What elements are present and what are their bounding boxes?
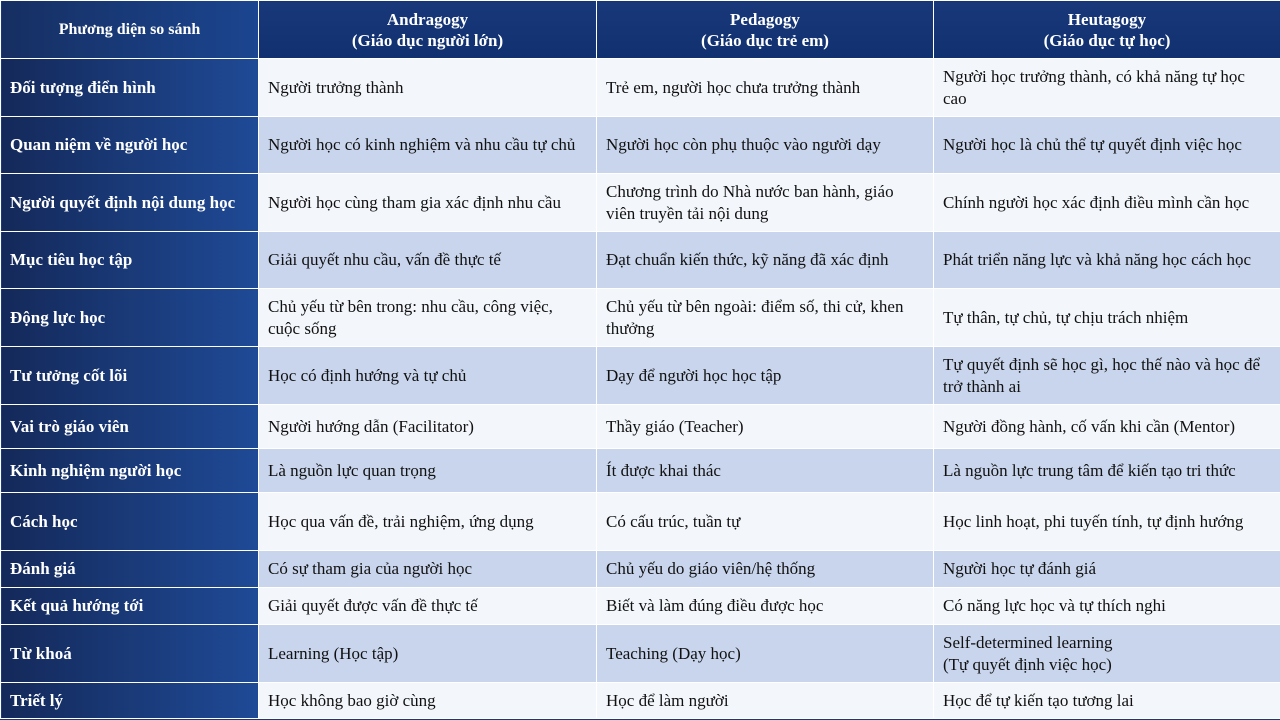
header-heutagogy-title: Heutagogy (1067, 9, 1147, 29)
header-aspect: Phương diện so sánh (1, 1, 259, 59)
andragogy-cell: Học không bao giờ cùng (259, 683, 597, 719)
pedagogy-cell: Học để làm người (597, 683, 934, 719)
row-aspect: Cách học (1, 493, 259, 551)
pedagogy-cell: Teaching (Dạy học) (597, 625, 934, 683)
andragogy-cell: Có sự tham gia của người học (259, 551, 597, 588)
heutagogy-keyword-translation: (Tự quyết định việc học) (943, 654, 1112, 674)
andragogy-cell: Chủ yếu từ bên trong: nhu cầu, công việc, cuộc sống (259, 289, 597, 347)
header-andragogy-title: Andragogy (386, 9, 469, 29)
header-pedagogy-title: Pedagogy (730, 9, 800, 29)
header-andragogy (259, 1, 597, 59)
pedagogy-cell: Chủ yếu từ bên ngoài: điểm số, thi cử, khen thưởng (597, 289, 934, 347)
table-row (1, 493, 1280, 551)
heutagogy-cell: Người đồng hành, cố vấn khi cần (Mentor) (934, 405, 1280, 449)
header-heutagogy-subtitle: (Giáo dục tự học) (1043, 30, 1171, 50)
heutagogy-cell (934, 625, 1280, 683)
header-heutagogy (934, 1, 1280, 59)
header-andragogy-subtitle: (Giáo dục người lớn) (351, 30, 504, 50)
pedagogy-cell: Đạt chuẩn kiến thức, kỹ năng đã xác định (597, 232, 934, 289)
row-aspect: Kinh nghiệm người học (1, 449, 259, 493)
pedagogy-cell: Người học còn phụ thuộc vào người dạy (597, 117, 934, 174)
row-aspect: Người quyết định nội dung học (1, 174, 259, 232)
row-aspect: Triết lý (1, 683, 259, 719)
heutagogy-cell: Chính người học xác định điều mình cần học (934, 174, 1280, 232)
table-row (1, 117, 1280, 174)
row-aspect: Đánh giá (1, 551, 259, 588)
table-row (1, 551, 1280, 588)
header-pedagogy (597, 1, 934, 59)
andragogy-cell: Học có định hướng và tự chủ (259, 347, 597, 405)
andragogy-cell: Người học cùng tham gia xác định nhu cầu (259, 174, 597, 232)
pedagogy-cell: Có cấu trúc, tuần tự (597, 493, 934, 551)
heutagogy-cell: Là nguồn lực trung tâm để kiến tạo tri thức (934, 449, 1280, 493)
table-row (1, 174, 1280, 232)
heutagogy-cell: Người học là chủ thể tự quyết định việc học (934, 117, 1280, 174)
heutagogy-cell: Tự thân, tự chủ, tự chịu trách nhiệm (934, 289, 1280, 347)
table-row (1, 625, 1280, 683)
andragogy-cell: Người trưởng thành (259, 59, 597, 117)
header-pedagogy-subtitle: (Giáo dục trẻ em) (701, 30, 829, 50)
pedagogy-cell: Dạy để người học học tập (597, 347, 934, 405)
table-row (1, 588, 1280, 625)
heutagogy-cell: Người học tự đánh giá (934, 551, 1280, 588)
table-row (1, 232, 1280, 289)
row-aspect: Tư tưởng cốt lõi (1, 347, 259, 405)
heutagogy-cell: Học để tự kiến tạo tương lai (934, 683, 1280, 719)
pedagogy-cell: Chủ yếu do giáo viên/hệ thống (597, 551, 934, 588)
row-aspect: Mục tiêu học tập (1, 232, 259, 289)
heutagogy-cell: Tự quyết định sẽ học gì, học thế nào và học để trở thành ai (934, 347, 1280, 405)
heutagogy-keyword: Self-determined learning (943, 632, 1113, 652)
andragogy-cell: Người hướng dẫn (Facilitator) (259, 405, 597, 449)
heutagogy-cell: Phát triển năng lực và khả năng học cách học (934, 232, 1280, 289)
pedagogy-cell: Ít được khai thác (597, 449, 934, 493)
row-aspect: Quan niệm về người học (1, 117, 259, 174)
header-row (1, 1, 1280, 59)
table-row (1, 405, 1280, 449)
table-row (1, 449, 1280, 493)
row-aspect: Kết quả hướng tới (1, 588, 259, 625)
heutagogy-cell: Có năng lực học và tự thích nghi (934, 588, 1280, 625)
table-row (1, 683, 1280, 719)
row-aspect: Vai trò giáo viên (1, 405, 259, 449)
heutagogy-cell: Học linh hoạt, phi tuyến tính, tự định hướng (934, 493, 1280, 551)
pedagogy-cell: Thầy giáo (Teacher) (597, 405, 934, 449)
heutagogy-cell: Người học trưởng thành, có khả năng tự học cao (934, 59, 1280, 117)
row-aspect: Từ khoá (1, 625, 259, 683)
row-aspect: Động lực học (1, 289, 259, 347)
andragogy-cell: Giải quyết được vấn đề thực tế (259, 588, 597, 625)
row-aspect: Đối tượng điển hình (1, 59, 259, 117)
table-row (1, 59, 1280, 117)
andragogy-cell: Giải quyết nhu cầu, vấn đề thực tế (259, 232, 597, 289)
andragogy-cell: Học qua vấn đề, trải nghiệm, ứng dụng (259, 493, 597, 551)
pedagogy-cell: Chương trình do Nhà nước ban hành, giáo viên truyền tải nội dung (597, 174, 934, 232)
andragogy-cell: Learning (Học tập) (259, 625, 597, 683)
andragogy-cell: Là nguồn lực quan trọng (259, 449, 597, 493)
table-row (1, 347, 1280, 405)
pedagogy-cell: Trẻ em, người học chưa trưởng thành (597, 59, 934, 117)
table-row (1, 289, 1280, 347)
andragogy-cell: Người học có kinh nghiệm và nhu cầu tự chủ (259, 117, 597, 174)
pedagogy-cell: Biết và làm đúng điều được học (597, 588, 934, 625)
